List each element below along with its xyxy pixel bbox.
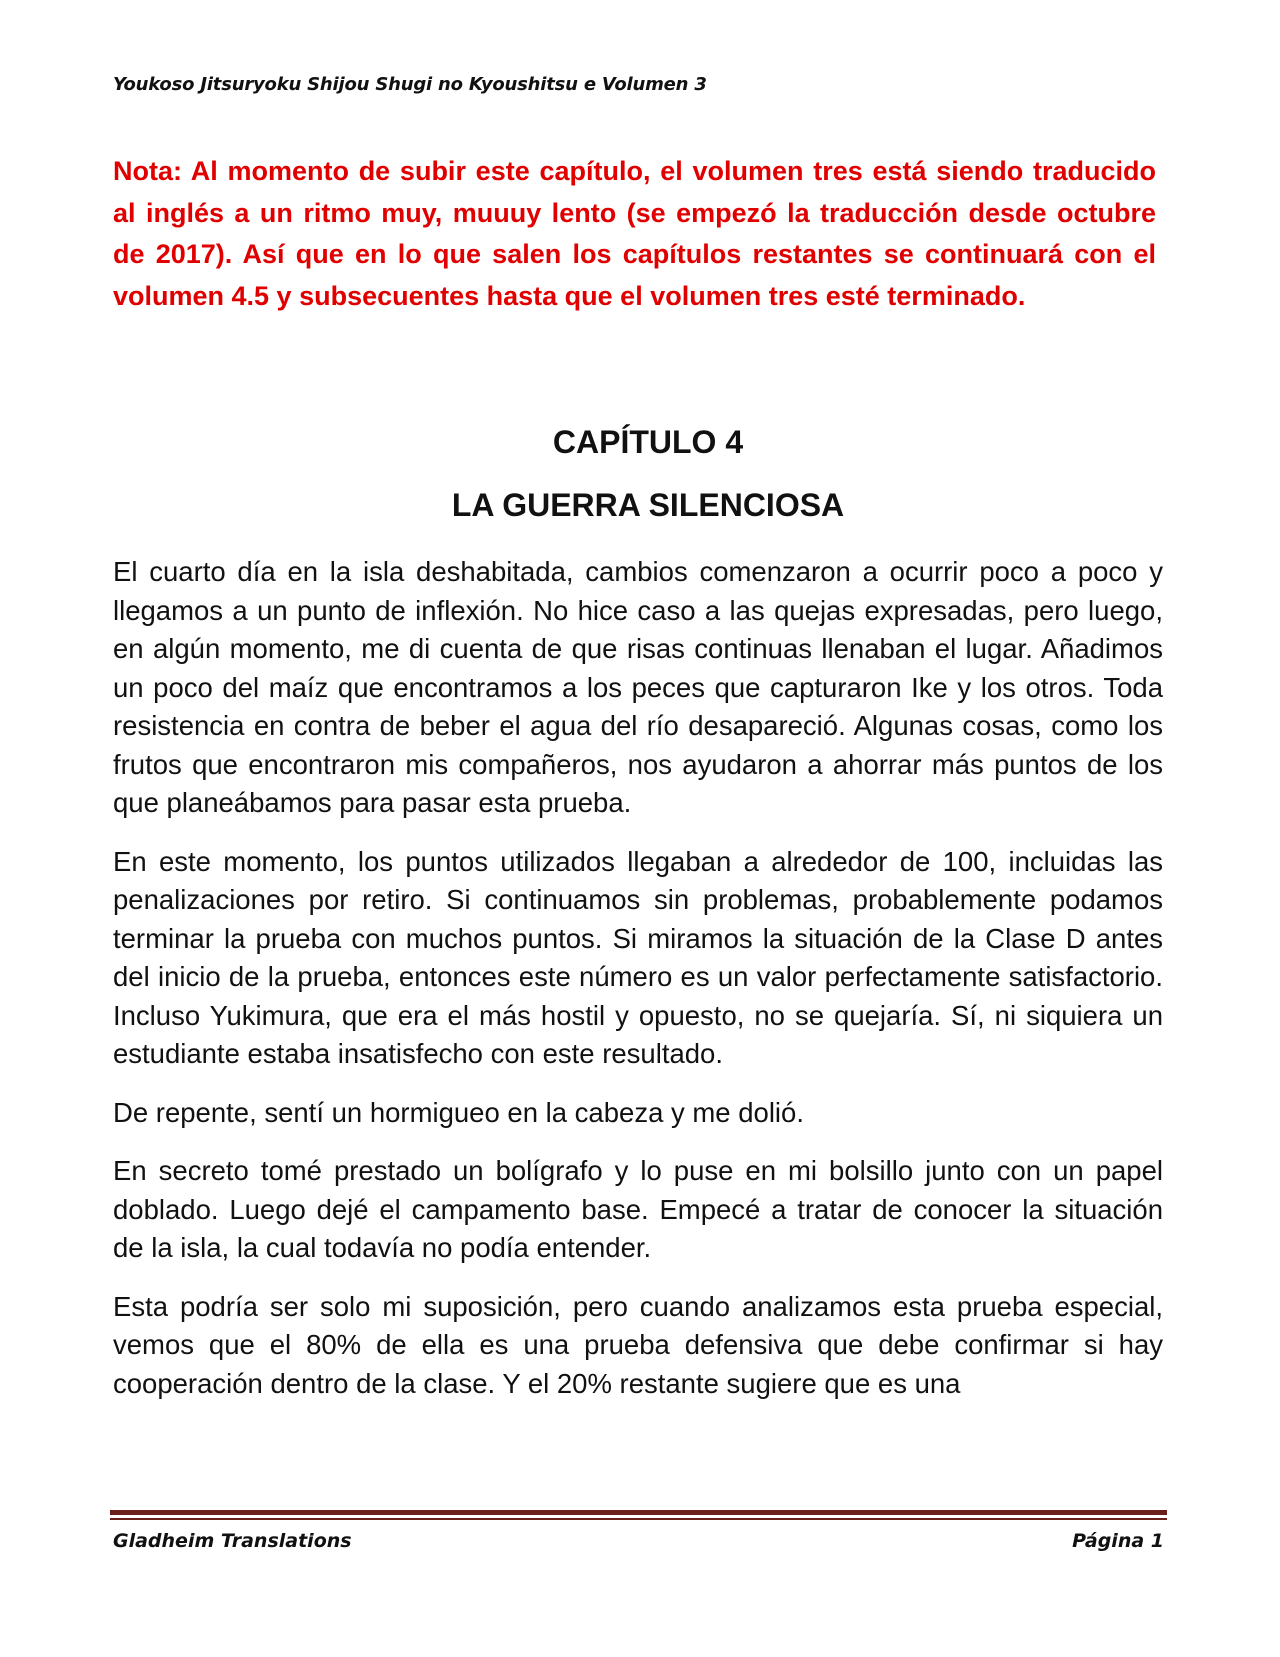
paragraph: En este momento, los puntos utilizados llegaban a alrededor de 100, incluidas las penalizaciones por retiro. Si continuamos sin problemas, probablemente podamos terminar la prueba con muchos puntos. Si miramos la situación de la Clase D antes del inicio de la prueba, entonces este número es un valor perfectamente satisfactorio. Incluso Yukimura, que era el más hostil y opuesto, no se quejaría. Sí, ni siquiera un estudiante estaba insatisfecho con este resultado. — [113, 845, 1163, 1069]
paragraph: Esta podría ser solo mi suposición, pero cuando analizamos esta prueba especial, vemos que el 80% de ella es una prueba defensiva que debe confirmar si hay cooperación dentro de la clase. Y el 20% restante sugiere que es una — [113, 1290, 1163, 1399]
footer-credit: Gladheim Translations — [113, 1530, 352, 1552]
footer-divider-thin — [110, 1518, 1167, 1520]
page-number: Página 1 — [1072, 1530, 1164, 1552]
running-header: Youkoso Jitsuryoku Shijou Shugi no Kyoushitsu e Volumen 3 — [113, 74, 707, 95]
paragraph: El cuarto día en la isla deshabitada, cambios comenzaron a ocurrir poco a poco y llegamos a un punto de inflexión. No hice caso a las quejas expresadas, pero luego, en algún momento, me di cuenta de que risas continuas llenaban el lugar. Añadimos un poco del maíz que encontramos a los peces que capturaron Ike y los otros. Toda resistencia en contra de beber el agua del río desapareció. Algunas cosas, como los frutos que encontraron mis compañeros, nos ayudaron a ahorrar más puntos de los que planeábamos para pasar esta prueba. — [113, 556, 1163, 818]
chapter-title: LA GUERRA SILENCIOSA — [451, 487, 845, 523]
translator-note: Nota: Al momento de subir este capítulo, el volumen tres está siendo traducido al inglés a un ritmo muy, muuuy lento (se empezó la traducción desde octubre de 2017). Así que en lo que salen los capítulos restantes se continuará con el volumen 4.5 y subsecuentes hasta que el volumen tres esté terminado. — [113, 156, 1156, 311]
paragraph: En secreto tomé prestado un bolígrafo y lo puse en mi bolsillo junto con un papel doblado. Luego dejé el campamento base. Empecé a tratar de conocer la situación de la isla, la cual todavía no podía entender. — [113, 1155, 1163, 1263]
paragraph: De repente, sentí un hormigueo en la cabeza y me dolió. — [113, 1096, 804, 1128]
chapter-number: CAPÍTULO 4 — [552, 424, 744, 460]
footer-divider — [110, 1510, 1167, 1515]
body-text — [113, 553, 1163, 1423]
